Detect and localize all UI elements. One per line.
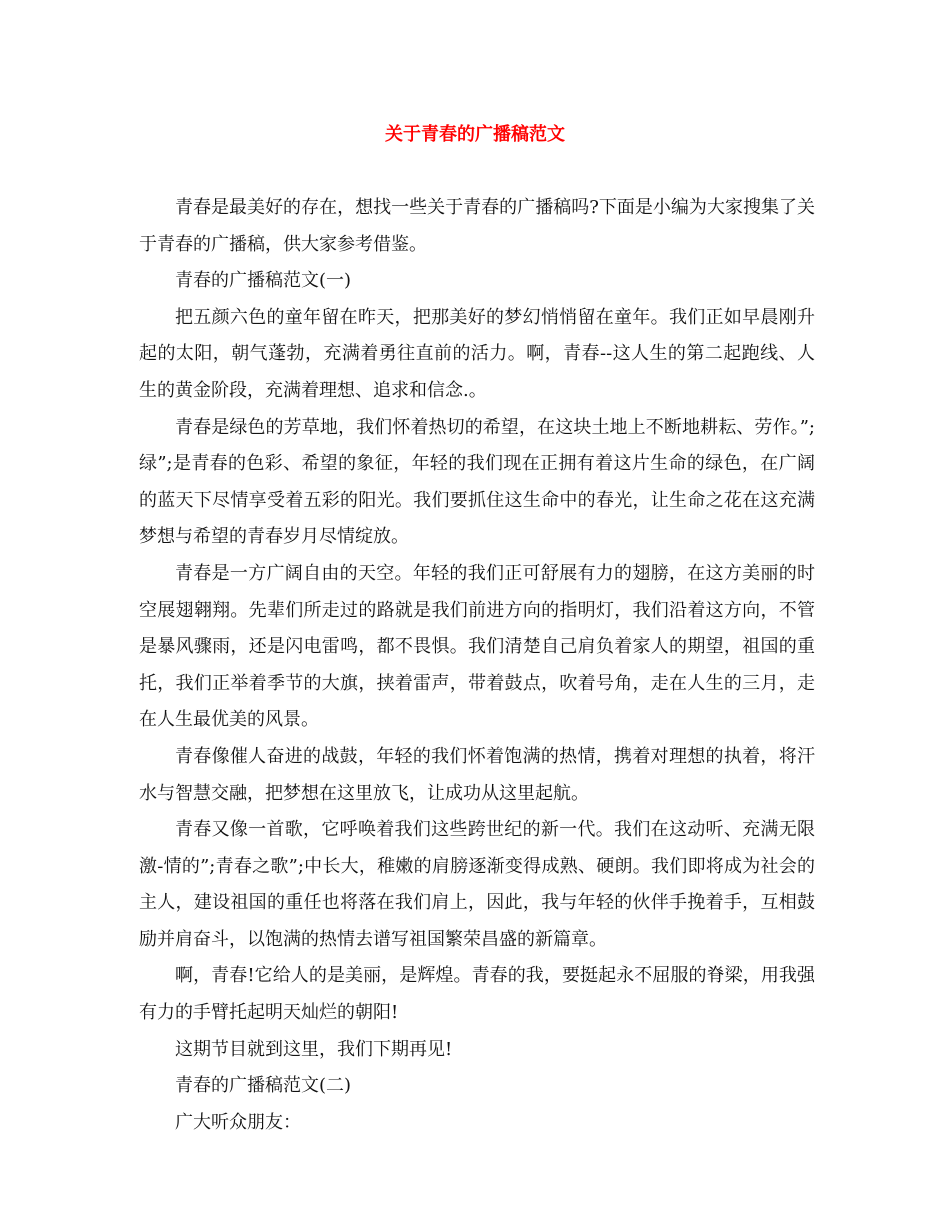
intro-paragraph: 青春是最美好的存在，想找一些关于青春的广播稿吗?下面是小编为大家搜集了关于青春的广播稿，供大家参考借鉴。 [139,197,815,255]
body-paragraph: 青春像催人奋进的战鼓，年轻的我们怀着饱满的热情，携着对理想的执着，将汗水与智慧交融，把梦想在这里放飞，让成功从这里起航。 [139,745,815,804]
section-heading-two: 青春的广播稿范文(二) [175,1075,352,1097]
body-paragraph: 青春又像一首歌，它呼唤着我们这些跨世纪的新一代。我们在这动听、充满无限激-情的”;青春之歌”;中长大，稚嫩的肩膀逐渐变得成熟、硬朗。我们即将成为社会的主人，建设祖国的重任也将落在我们肩上，因此，我与年轻的伙伴手挽着手，互相鼓励并肩奋斗，以饱满的热情去谱写祖国繁荣昌盛的新篇章。 [139,819,815,950]
body-paragraph: 啊，青春!它给人的是美丽，是辉煌。青春的我，要挺起永不屈服的脊梁，用我强有力的手臂托起明天灿烂的朝阳! [139,965,815,1024]
body-paragraph: 把五颜六色的童年留在昨天，把那美好的梦幻悄悄留在童年。我们正如早晨刚升起的太阳，朝气蓬勃，充满着勇往直前的活力。啊，青春--这人生的第二起跑线、人生的黄金阶段，充满着理想、追求和信念.。 [139,306,815,401]
section-heading-one: 青春的广播稿范文(一) [175,270,352,292]
closing-line: 这期节目就到这里，我们下期再见! [175,1038,453,1060]
document-title: 关于青春的广播稿范文 [385,124,565,145]
salutation: 广大听众朋友： [175,1111,301,1133]
document-body [139,190,815,1141]
body-paragraph: 青春是一方广阔自由的天空。年轻的我们正可舒展有力的翅膀，在这方美丽的时空展翅翱翔。先辈们所走过的路就是我们前进方向的指明灯，我们沿着这方向，不管是暴风骤雨，还是闪电雷鸣，都不畏惧。我们清楚自己肩负着家人的期望，祖国的重托，我们正举着季节的大旗，挟着雷声，带着鼓点，吹着号角，走在人生的三月，走在人生最优美的风景。 [139,562,815,731]
body-paragraph: 青春是绿色的芳草地，我们怀着热切的希望，在这块土地上不断地耕耘、劳作。”;绿”;是青春的色彩、希望的象征，年轻的我们现在正拥有着这片生命的绿色，在广阔的蓝天下尽情享受着五彩的阳光。我们要抓住这生命中的春光，让生命之花在这充满梦想与希望的青春岁月尽情绽放。 [139,416,815,548]
